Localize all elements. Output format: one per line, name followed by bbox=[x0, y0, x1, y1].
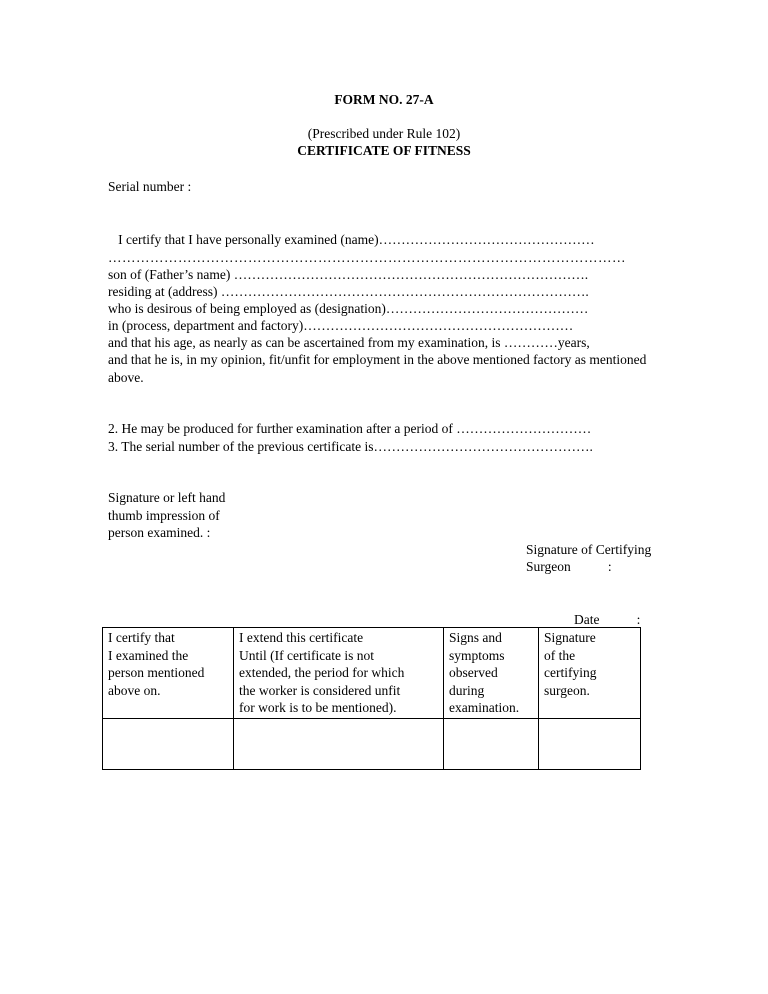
body-line-above: above. bbox=[108, 370, 144, 385]
body-line-process: in (process, department and factory)…………………………………………………… bbox=[108, 318, 574, 333]
body-line-name: I certify that I have personally examined (name)………………………………………… bbox=[108, 232, 595, 247]
body-line-designation: who is desirous of being employed as (designation)……………………………………… bbox=[108, 301, 589, 316]
table-row bbox=[103, 718, 641, 769]
table-header-row bbox=[103, 628, 641, 719]
cell-signs-symptoms bbox=[444, 718, 539, 769]
body-line-continuation: ………………………………………………………………………………………………… bbox=[108, 250, 626, 265]
certificate-extension-table bbox=[102, 627, 641, 770]
header-surgeon-signature: Signature of the certifying surgeon. bbox=[539, 628, 641, 719]
form-number: FORM NO. 27-A bbox=[334, 92, 434, 107]
body-line-fitness: and that he is, in my opinion, fit/unfit for employment in the above mentioned factory as mentioned bbox=[108, 352, 647, 367]
clause-further-examination: 2. He may be produced for further examination after a period of ………………………… bbox=[108, 421, 592, 436]
cell-examined-on bbox=[103, 718, 234, 769]
header-signs-symptoms: Signs and symptoms observed during examination. bbox=[444, 628, 539, 719]
cell-surgeon-signature bbox=[539, 718, 641, 769]
signature-examined-line-1: Signature or left hand bbox=[108, 490, 226, 505]
header-extend-certificate: I extend this certificate Until (If certificate is not extended, the period for which the worker is considered unfit for work is to be mentioned). bbox=[234, 628, 444, 719]
body-line-father: son of (Father’s name) ……………………………………………………………………. bbox=[108, 267, 589, 282]
signature-surgeon-line-2: Surgeon : bbox=[526, 559, 612, 574]
cell-extend-certificate bbox=[234, 718, 444, 769]
serial-number-label: Serial number : bbox=[108, 179, 192, 194]
clause-previous-serial: 3. The serial number of the previous certificate is…………………………………………. bbox=[108, 439, 593, 454]
signature-examined-line-3: person examined. : bbox=[108, 525, 211, 540]
certificate-title: CERTIFICATE OF FITNESS bbox=[297, 143, 471, 158]
signature-surgeon-line-1: Signature of Certifying bbox=[526, 542, 652, 557]
body-line-address: residing at (address) ………………………………………………………………………. bbox=[108, 284, 589, 299]
prescribed-rule: (Prescribed under Rule 102) bbox=[307, 126, 461, 141]
signature-examined-line-2: thumb impression of bbox=[108, 508, 220, 523]
body-line-age: and that his age, as nearly as can be ascertained from my examination, is …………years, bbox=[108, 335, 590, 350]
date-label: Date : bbox=[574, 612, 641, 627]
header-examined-on: I certify that I examined the person mentioned above on. bbox=[103, 628, 234, 719]
